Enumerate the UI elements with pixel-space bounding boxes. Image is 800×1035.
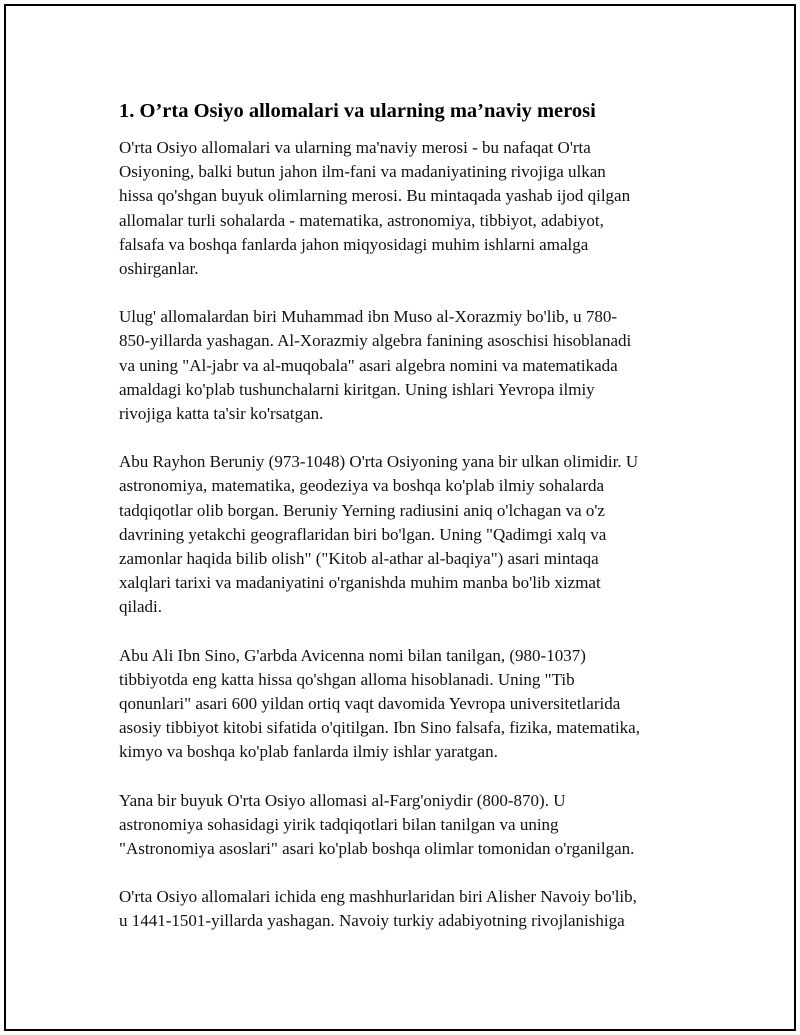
text-line: tadqiqotlar olib borgan. Beruniy Yerning radiusini aniq o'lchagan va o'z (119, 500, 605, 520)
text-line: 850-yillarda yashagan. Al-Xorazmiy algebra fanining asoschisi hisoblanadi (119, 331, 632, 351)
text-line: Yana bir buyuk O'rta Osiyo allomasi al-Farg'oniydir (800-870). U (119, 790, 566, 810)
text-line: asosiy tibbiyot kitobi sifatida o'qitilgan. Ibn Sino falsafa, fizika, matematika, (119, 718, 640, 738)
text-line: u 1441-1501-yillarda yashagan. Navoiy turkiy adabiyotning rivojlanishiga (119, 911, 625, 931)
text-line: O'rta Osiyo allomalari ichida eng mashhurlaridan biri Alisher Navoiy bo'lib, (119, 887, 637, 907)
text-line: O'rta Osiyo allomalari va ularning ma'naviy merosi - bu nafaqat O'rta (119, 138, 591, 157)
paragraph-ibn-sino (119, 644, 699, 765)
text-line: Osiyoning, balki butun jahon ilm-fani va madaniyatining rivojiga ulkan (119, 162, 606, 182)
text-line: "Astronomiya asoslari" asari ko'plab boshqa olimlar tomonidan o'rganilgan. (119, 839, 635, 859)
page-frame (4, 4, 796, 1031)
text-line: va uning "Al-jabr va al-muqobala" asari algebra nomini va matematikada (119, 355, 618, 375)
paragraph-beruniy (119, 450, 699, 619)
paragraph-intro (119, 136, 699, 281)
text-line: hissa qo'shgan buyuk olimlarning merosi. Bu mintaqada yashab ijod qilgan (119, 186, 631, 206)
paragraph-fargoniy (119, 789, 699, 862)
text-line: falsafa va boshqa fanlarda jahon miqyosidagi muhim ishlarni amalga (119, 234, 589, 254)
text-line: oshirganlar. (119, 259, 199, 279)
text-line: davrining yetakchi geograflaridan biri bo'lgan. Uning "Qadimgi xalq va (119, 524, 607, 544)
text-line: Ulug' allomalardan biri Muhammad ibn Muso al-Xorazmiy bo'lib, u 780- (119, 307, 618, 327)
text-line: astronomiya sohasidagi yirik tadqiqotlari bilan tanilgan va uning (119, 814, 559, 834)
text-line: tibbiyotda eng katta hissa qo'shgan alloma hisoblanadi. Uning "Tib (119, 669, 575, 689)
text-line: rivojiga katta ta'sir ko'rsatgan. (119, 404, 324, 424)
section-heading: 1. O’rta Osiyo allomalari va ularning ma’naviy merosi (119, 100, 596, 122)
text-line: amaldagi ko'plab tushunchalarni kiritgan. Uning ishlari Yevropa ilmiy (119, 379, 595, 399)
text-line: zamonlar haqida bilib olish" ("Kitob al-athar al-baqiya") asari mintaqa (119, 549, 599, 569)
text-line: kimyo va boshqa ko'plab fanlarda ilmiy ishlar yaratgan. (119, 742, 498, 762)
text-line: Abu Rayhon Beruniy (973-1048) O'rta Osiyoning yana bir ulkan olimidir. U (119, 452, 639, 472)
text-line: qiladi. (119, 597, 162, 617)
text-line: qonunlari" asari 600 yildan ortiq vaqt davomida Yevropa universitetlarida (119, 694, 621, 714)
text-line: astronomiya, matematika, geodeziya va boshqa ko'plab ilmiy sohalarda (119, 476, 605, 496)
text-line: allomalar turli sohalarda - matematika, astronomiya, tibbiyot, adabiyot, (119, 210, 604, 230)
document-body (119, 98, 699, 958)
text-line: xalqlari tarixi va madaniyatini o'rganishda muhim manba bo'lib xizmat (119, 573, 601, 593)
paragraph-navoiy (119, 885, 699, 933)
paragraph-xorazmiy (119, 305, 699, 426)
text-line: Abu Ali Ibn Sino, G'arbda Avicenna nomi bilan tanilgan, (980-1037) (119, 645, 586, 665)
